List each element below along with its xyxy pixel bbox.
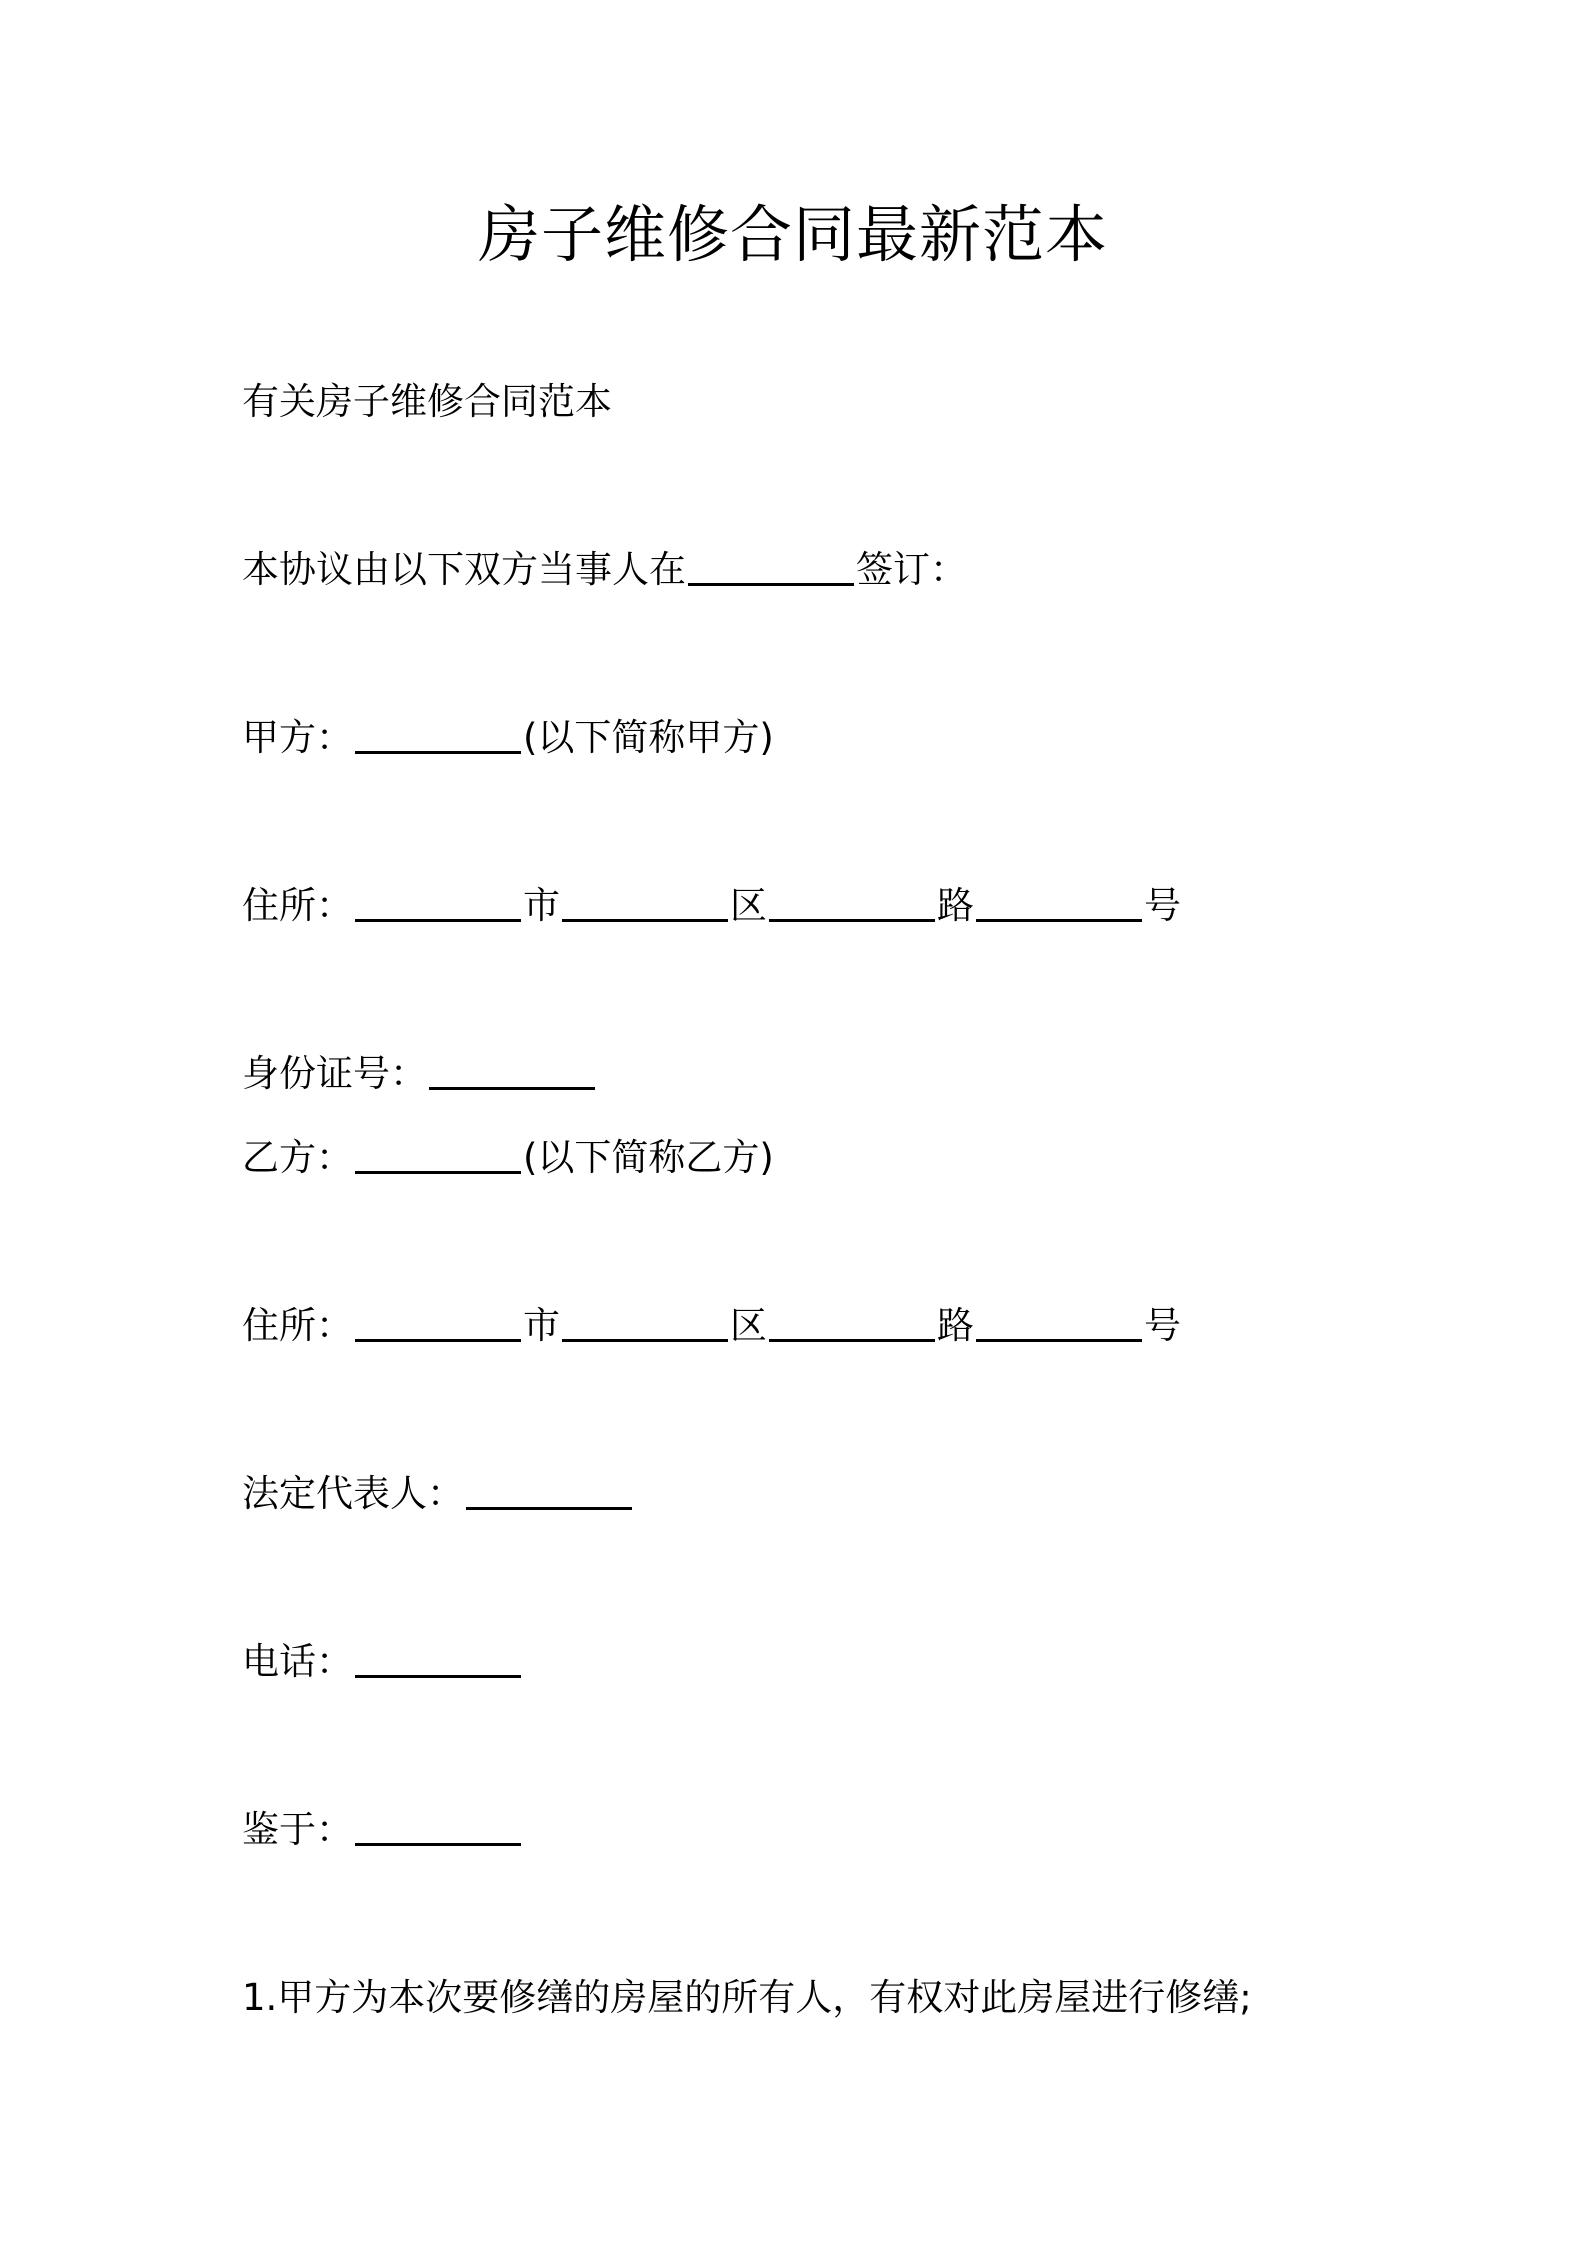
document-title: 房子维修合同最新范本 (477, 198, 1108, 271)
whereas-line (242, 1800, 523, 1860)
subtitle: 有关房子维修合同范本 (242, 380, 612, 423)
address-b-district: 区 (730, 1304, 767, 1347)
address-b-district-blank (562, 1338, 728, 1342)
whereas-blank (355, 1842, 521, 1846)
party-b-label: 乙方： (242, 1136, 353, 1179)
address-a-city-blank (355, 918, 521, 922)
intro-suffix: 签订： (856, 548, 967, 591)
clause-1: 1.甲方为本次要修缮的房屋的所有人，有权对此房屋进行修缮; (242, 1976, 1252, 2019)
address-a-road-blank (769, 918, 935, 922)
address-b-line (242, 1296, 1181, 1356)
address-a-district-blank (562, 918, 728, 922)
address-b-city: 市 (523, 1304, 560, 1347)
phone-label: 电话： (242, 1640, 353, 1683)
address-a-district: 区 (730, 884, 767, 927)
party-a-line (242, 708, 774, 768)
party-a-blank (355, 750, 521, 754)
address-a-number-blank (976, 918, 1142, 922)
party-b-suffix: (以下简称乙方) (523, 1136, 774, 1179)
address-b-road-blank (769, 1338, 935, 1342)
legal-rep-label: 法定代表人： (242, 1472, 464, 1515)
intro-line (242, 540, 967, 600)
address-b-road: 路 (937, 1304, 974, 1347)
party-a-label: 甲方： (242, 716, 353, 759)
phone-blank (355, 1674, 521, 1678)
id-number-label: 身份证号： (242, 1052, 427, 1095)
address-a-road: 路 (937, 884, 974, 927)
id-number-blank (429, 1086, 595, 1090)
signing-place-blank (688, 582, 854, 586)
address-a-number: 号 (1144, 884, 1181, 927)
whereas-label: 鉴于： (242, 1808, 353, 1851)
party-b-blank (355, 1170, 521, 1174)
phone-line (242, 1632, 523, 1692)
party-b-line (242, 1128, 774, 1188)
party-a-suffix: (以下简称甲方) (523, 716, 774, 759)
legal-rep-line (242, 1464, 634, 1524)
address-a-label: 住所： (242, 884, 353, 927)
intro-text: 本协议由以下双方当事人在 (242, 548, 686, 591)
address-b-city-blank (355, 1338, 521, 1342)
legal-rep-blank (466, 1506, 632, 1510)
address-b-label: 住所： (242, 1304, 353, 1347)
address-a-line (242, 876, 1181, 936)
id-number-line (242, 1044, 597, 1104)
address-b-number-blank (976, 1338, 1142, 1342)
address-b-number: 号 (1144, 1304, 1181, 1347)
address-a-city: 市 (523, 884, 560, 927)
